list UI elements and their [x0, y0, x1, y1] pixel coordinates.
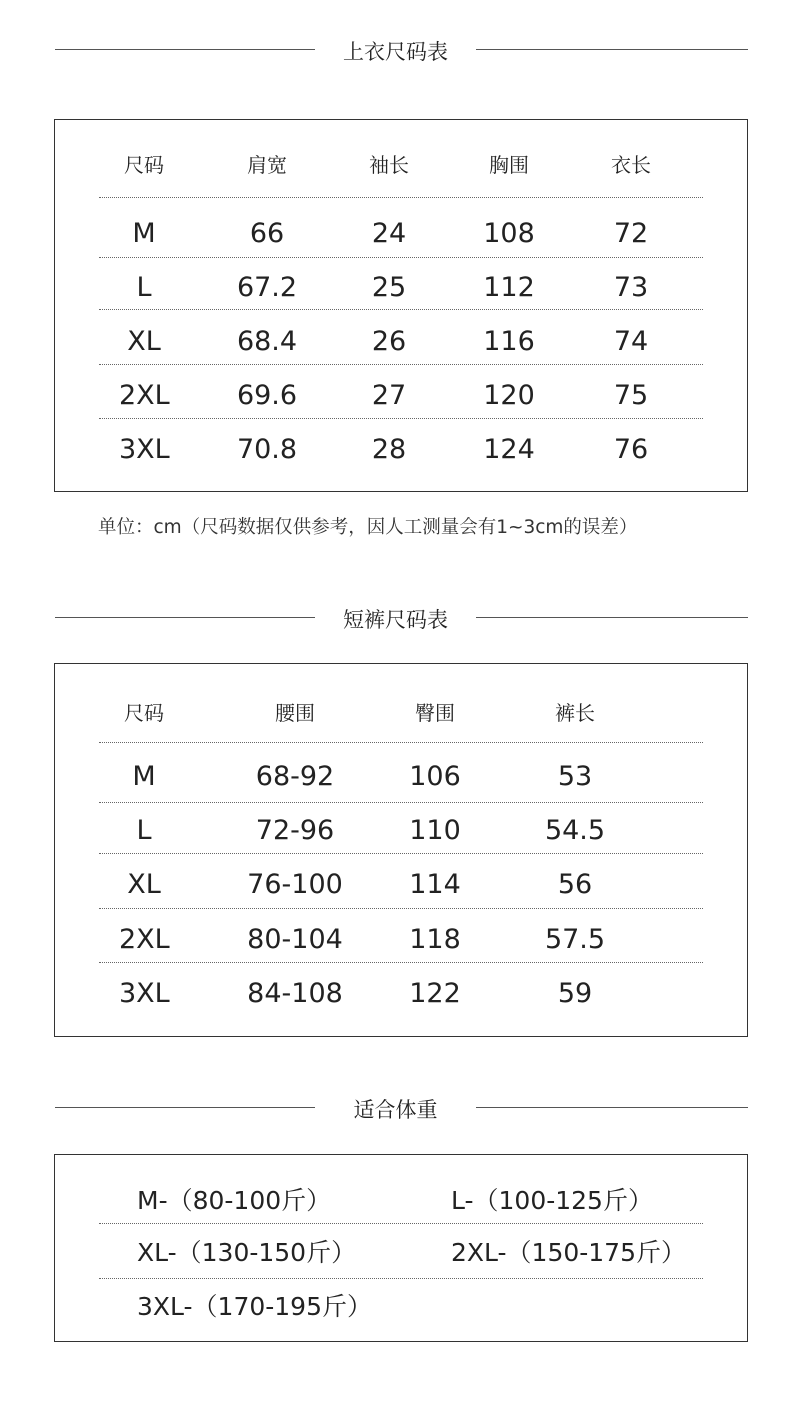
cell-length: 74 [613, 325, 649, 357]
dotted-divider [99, 418, 703, 419]
cell-chest: 108 [483, 217, 535, 249]
cell-length: 72 [613, 217, 649, 249]
cell-pant-length: 53 [557, 760, 593, 792]
table-row [99, 321, 703, 361]
cell-chest: 120 [483, 379, 535, 411]
weight-item: XL-（130-150斤） [137, 1238, 357, 1267]
table-row [99, 375, 703, 415]
table-row [99, 864, 703, 904]
cell-size: XL [127, 868, 161, 900]
weight-item: 2XL-（150-175斤） [451, 1238, 686, 1267]
weight-item: M-（80-100斤） [137, 1186, 332, 1215]
dotted-divider [99, 802, 703, 803]
cell-size: 3XL [119, 977, 170, 1009]
cell-chest: 112 [483, 271, 535, 303]
cell-chest: 116 [483, 325, 535, 357]
cell-size: 3XL [119, 433, 170, 465]
cell-hip: 106 [409, 760, 461, 792]
weight-item: 3XL-（170-195斤） [137, 1292, 372, 1321]
cell-size: 2XL [119, 923, 170, 955]
cell-size: L [136, 814, 152, 846]
header-sleeve: 袖长 [369, 152, 409, 177]
cell-size: 2XL [119, 379, 170, 411]
cell-sleeve: 28 [371, 433, 407, 465]
cell-shoulder: 67.2 [236, 271, 298, 303]
cell-hip: 118 [409, 923, 461, 955]
table-row [99, 919, 703, 959]
cell-pant-length: 54.5 [544, 814, 606, 846]
header-chest: 胸围 [489, 152, 529, 177]
cell-hip: 110 [409, 814, 461, 846]
table-row [99, 756, 703, 796]
shorts-size-chart-title: 短裤尺码表 [343, 608, 448, 632]
cell-sleeve: 26 [371, 325, 407, 357]
cell-chest: 124 [483, 433, 535, 465]
cell-size: L [136, 271, 152, 303]
unit-note: 单位：cm（尺码数据仅供参考，因人工测量会有1~3cm的误差） [98, 517, 638, 538]
cell-waist: 80-104 [247, 923, 343, 955]
cell-shoulder: 66 [249, 217, 285, 249]
header-waist: 腰围 [275, 700, 315, 725]
table-header-row [99, 148, 703, 178]
cell-waist: 72-96 [255, 814, 335, 846]
cell-hip: 122 [409, 977, 461, 1009]
cell-shoulder: 69.6 [236, 379, 298, 411]
table-row [99, 810, 703, 850]
table-row [99, 267, 703, 307]
divider-line [55, 617, 315, 618]
cell-sleeve: 24 [371, 217, 407, 249]
cell-waist: 76-100 [247, 868, 343, 900]
dotted-divider [99, 257, 703, 258]
table-header-row [99, 696, 703, 726]
header-pant-length: 裤长 [555, 700, 595, 725]
cell-length: 75 [613, 379, 649, 411]
header-shoulder: 肩宽 [247, 152, 287, 177]
cell-waist: 84-108 [247, 977, 343, 1009]
dotted-divider [99, 1278, 703, 1279]
dotted-divider [99, 742, 703, 743]
dotted-divider [99, 309, 703, 310]
divider-line [55, 1107, 315, 1108]
cell-sleeve: 27 [371, 379, 407, 411]
divider-line [55, 49, 315, 50]
table-row [99, 429, 703, 469]
dotted-divider [99, 908, 703, 909]
cell-size: XL [127, 325, 161, 357]
cell-shoulder: 70.8 [236, 433, 298, 465]
divider-line [476, 49, 748, 50]
cell-length: 73 [613, 271, 649, 303]
weight-title: 适合体重 [353, 1098, 438, 1122]
table-row [99, 973, 703, 1013]
cell-hip: 114 [409, 868, 461, 900]
header-length: 衣长 [611, 152, 651, 177]
dotted-divider [99, 962, 703, 963]
header-size: 尺码 [124, 700, 164, 725]
dotted-divider [99, 853, 703, 854]
divider-line [476, 1107, 748, 1108]
dotted-divider [99, 1223, 703, 1224]
weight-heading [0, 1087, 790, 1127]
header-hip: 臀围 [415, 700, 455, 725]
cell-size: M [132, 217, 156, 249]
divider-line [476, 617, 748, 618]
weight-item: L-（100-125斤） [451, 1186, 653, 1215]
cell-waist: 68-92 [255, 760, 335, 792]
dotted-divider [99, 364, 703, 365]
cell-sleeve: 25 [371, 271, 407, 303]
cell-pant-length: 59 [557, 977, 593, 1009]
cell-pant-length: 57.5 [544, 923, 606, 955]
top-size-chart-heading [0, 29, 790, 69]
table-row [99, 213, 703, 253]
top-size-table [54, 119, 748, 492]
dotted-divider [99, 197, 703, 198]
shorts-size-table [54, 663, 748, 1037]
weight-table [54, 1154, 748, 1342]
shorts-size-chart-heading [0, 597, 790, 637]
cell-length: 76 [613, 433, 649, 465]
top-size-chart-title: 上衣尺码表 [343, 40, 448, 64]
cell-shoulder: 68.4 [236, 325, 298, 357]
cell-pant-length: 56 [557, 868, 593, 900]
cell-size: M [132, 760, 156, 792]
header-size: 尺码 [124, 152, 164, 177]
